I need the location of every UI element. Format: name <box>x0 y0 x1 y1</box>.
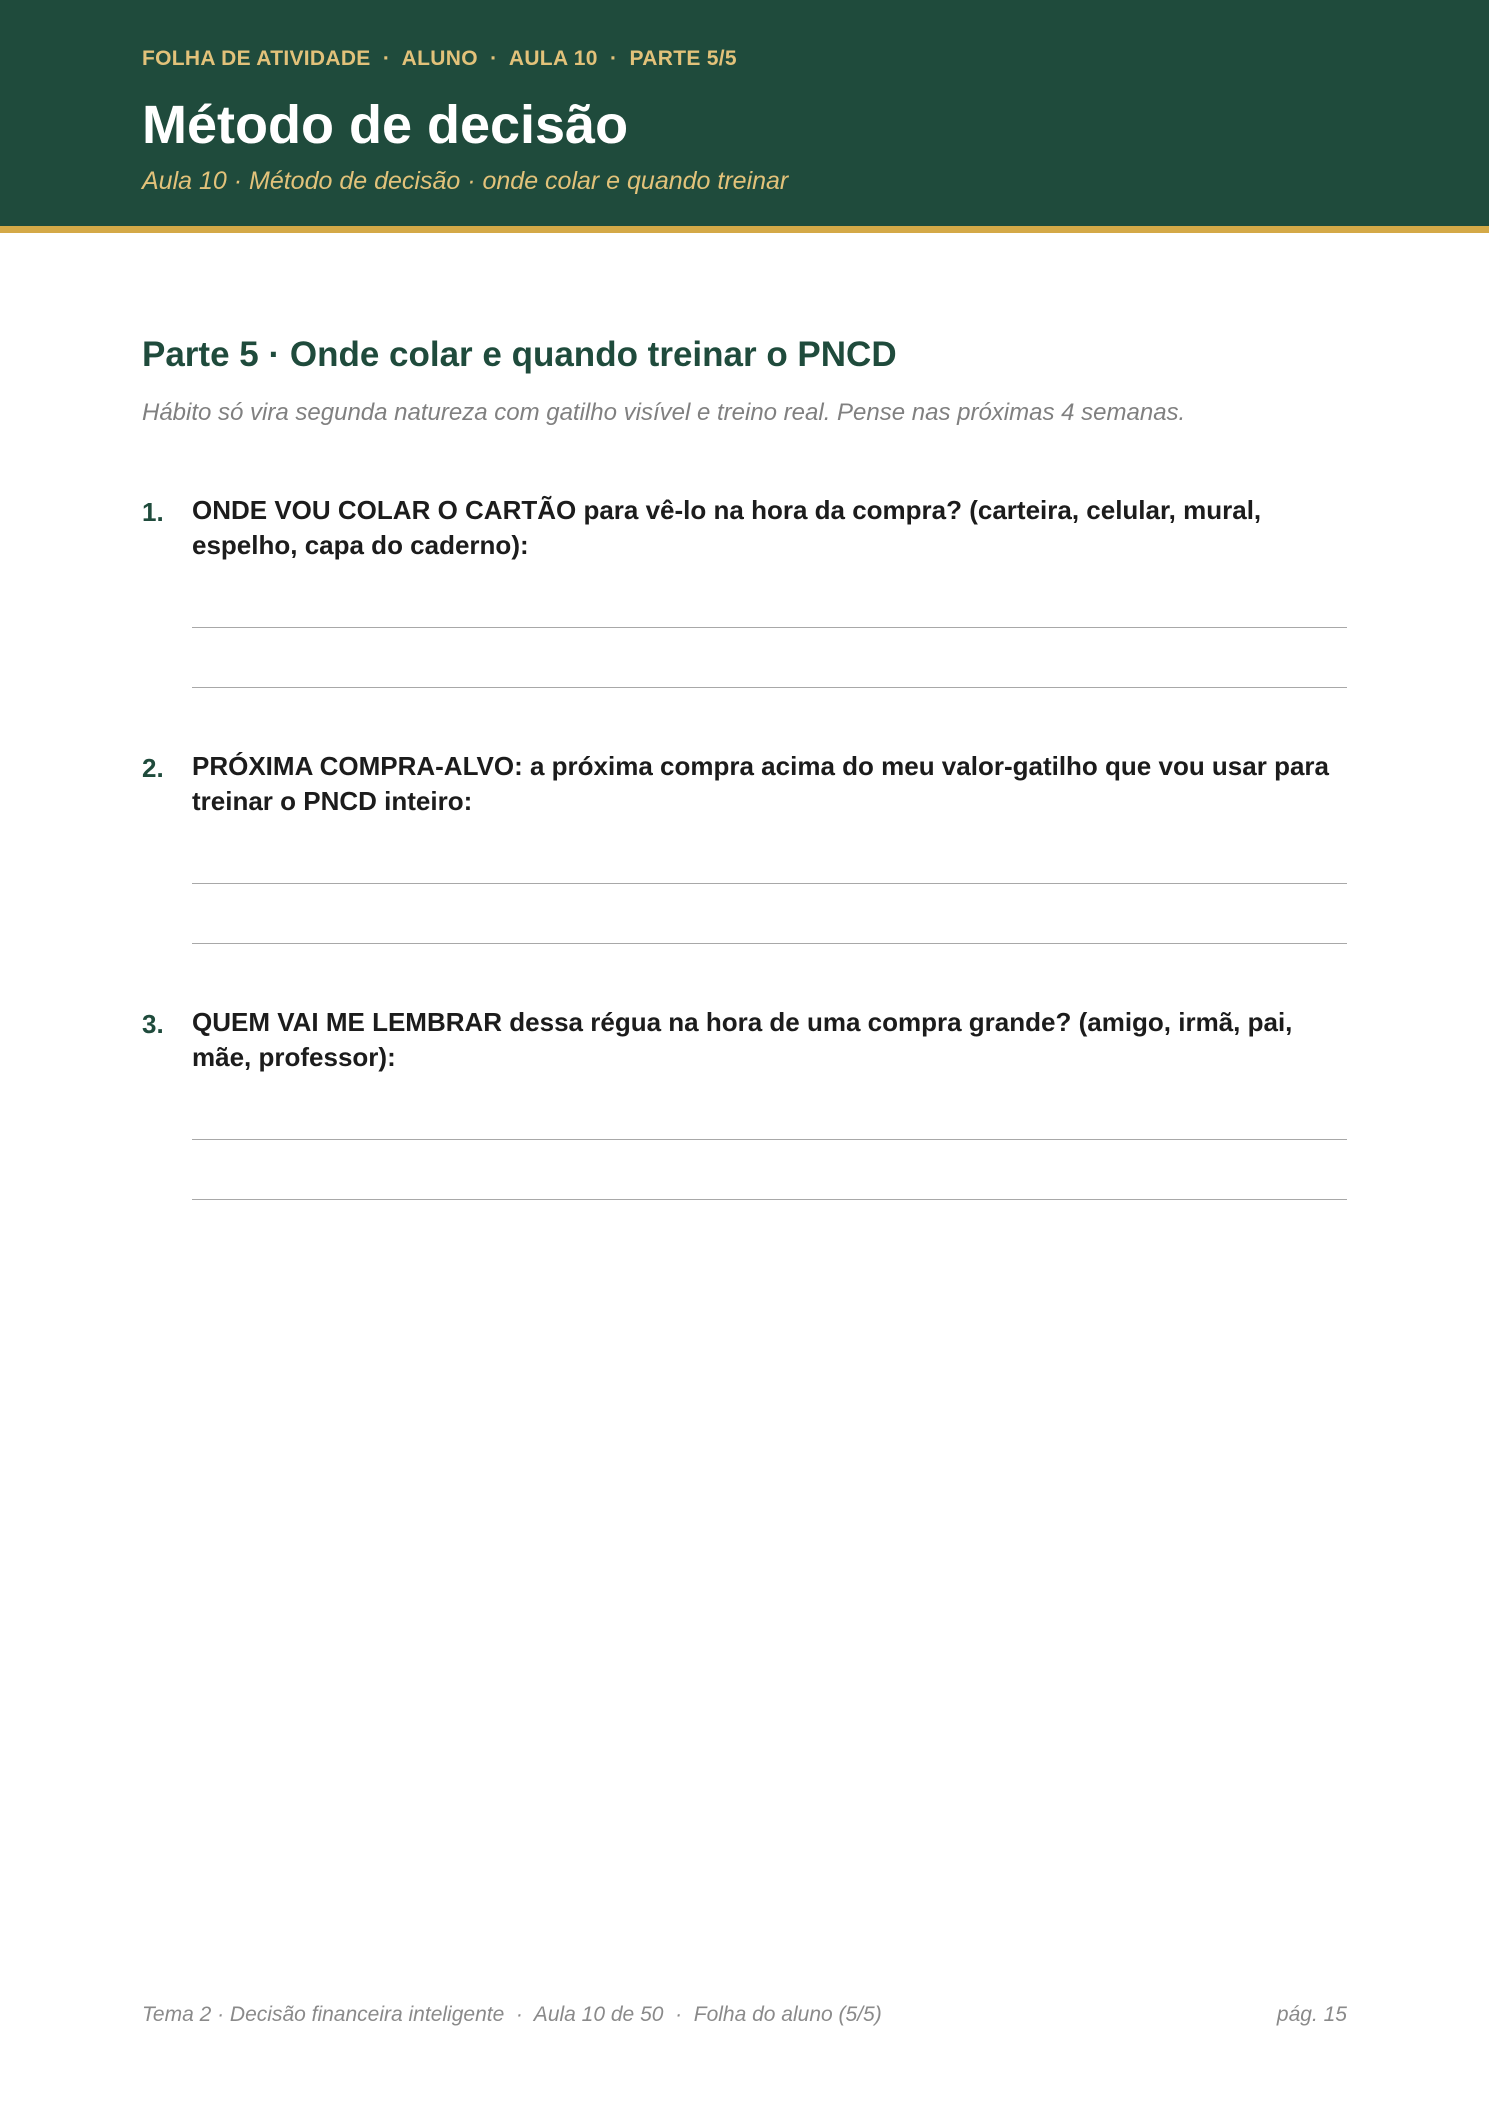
question-text: QUEM VAI ME LEMBRAR dessa régua na hora de uma compra grande? (amigo, irmã, pai, mãe, professor): <box>192 1007 1293 1072</box>
answer-line[interactable] <box>192 1139 1347 1140</box>
section-intro: Hábito só vira segunda natureza com gatilho visível e treino real. Pense nas próximas 4 semanas. <box>142 399 1186 426</box>
answer-line[interactable] <box>192 627 1347 628</box>
answer-line[interactable] <box>192 1199 1347 1200</box>
answer-line[interactable] <box>192 687 1347 688</box>
page-subtitle: Aula 10 · Método de decisão · onde colar e quando treinar <box>142 167 789 195</box>
page-title: Método de decisão <box>142 95 629 155</box>
question-text: PRÓXIMA COMPRA-ALVO: a próxima compra acima do meu valor-gatilho que vou usar para treinar o PNCD inteiro: <box>192 751 1329 816</box>
page-header <box>0 0 1489 233</box>
answer-line[interactable] <box>192 943 1347 944</box>
question-number: 3. <box>142 1009 164 1039</box>
answer-line[interactable] <box>192 883 1347 884</box>
question-number: 1. <box>142 497 164 527</box>
question-number: 2. <box>142 753 164 783</box>
footer-course-info: Tema 2 · Decisão financeira inteligente · Aula 10 de 50 · Folha do aluno (5/5) <box>142 2003 882 2026</box>
question-text: ONDE VOU COLAR O CARTÃO para vê-lo na hora da compra? (carteira, celular, mural, espelho, capa do caderno): <box>192 495 1262 560</box>
section-title: Parte 5 · Onde colar e quando treinar o PNCD <box>142 335 897 374</box>
footer-page-number: pág. 15 <box>1276 2003 1347 2026</box>
header-eyebrow: FOLHA DE ATIVIDADE · ALUNO · AULA 10 · PARTE 5/5 <box>142 47 737 70</box>
